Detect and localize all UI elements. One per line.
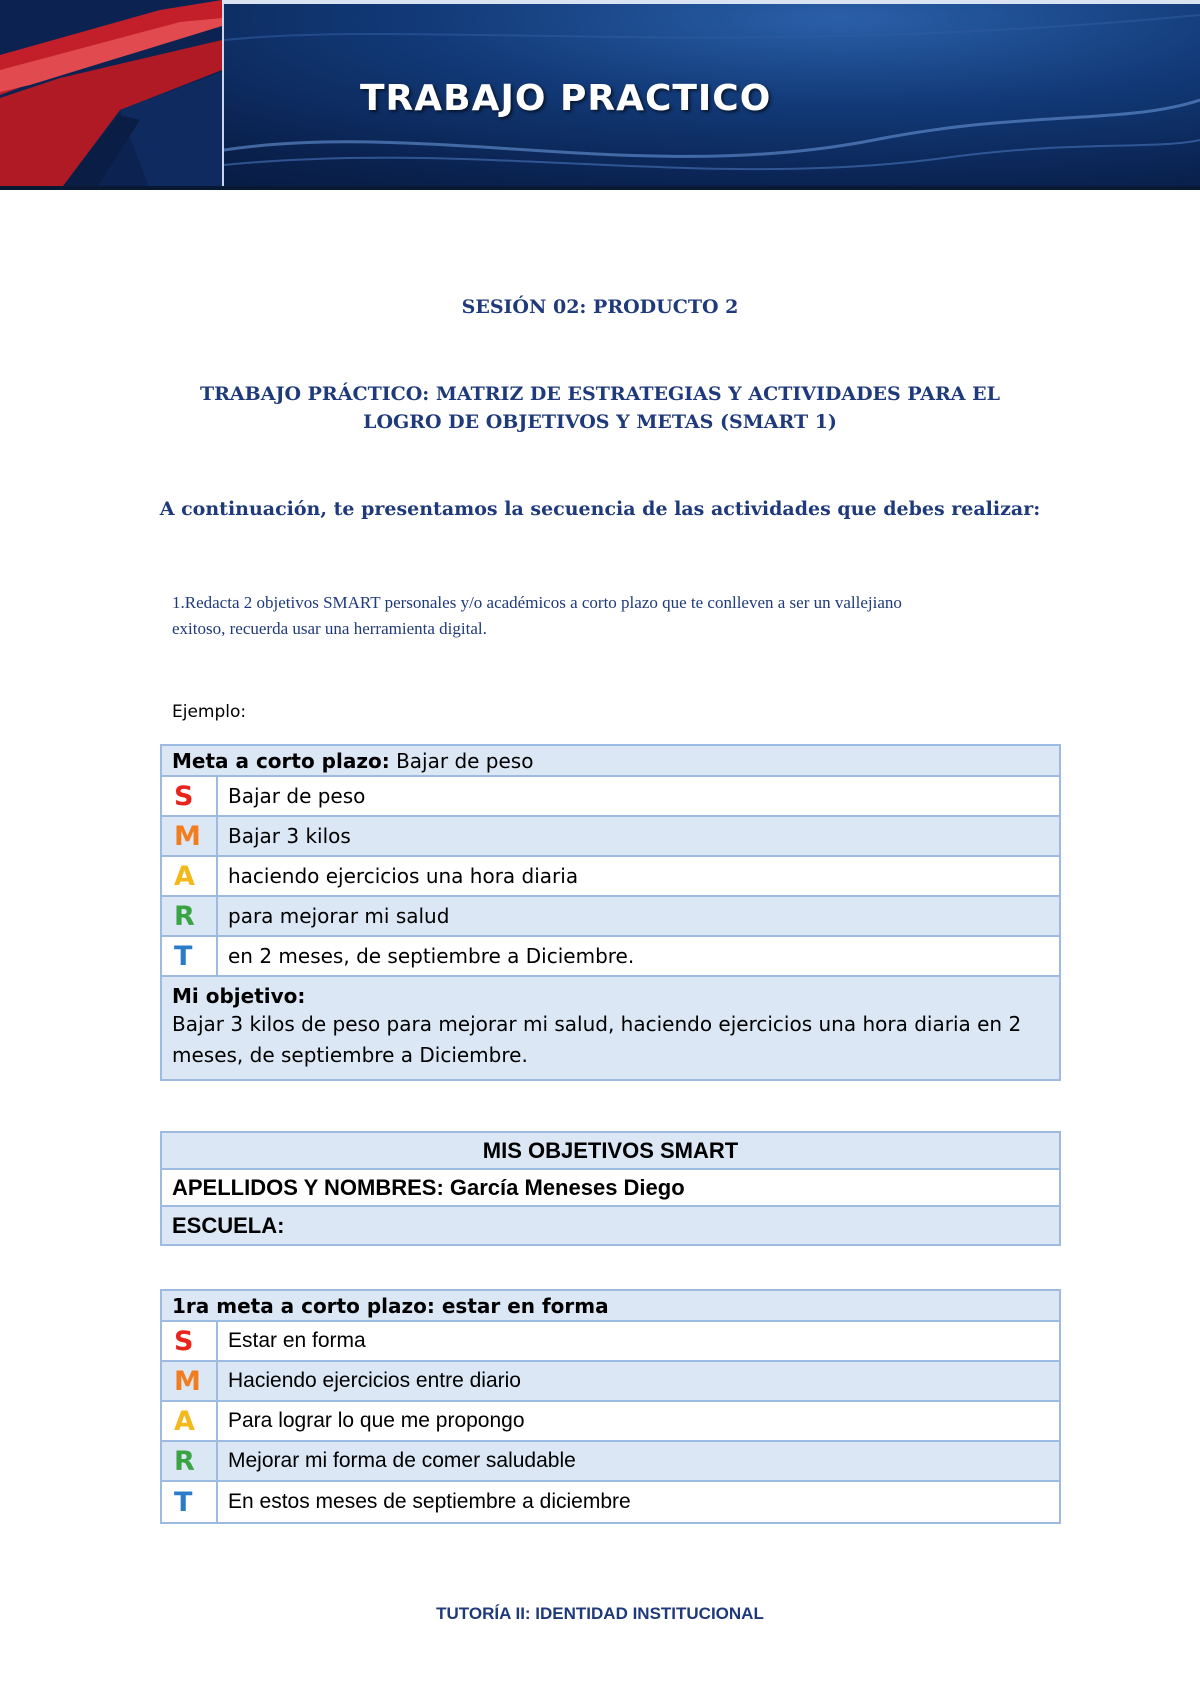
example-row-m: [162, 817, 1059, 857]
example-row-t: [162, 937, 1059, 977]
instruction-line2: exitoso, recuerda usar una herramienta digital.: [172, 619, 487, 638]
smart-letter-r: R: [162, 897, 218, 935]
info-escuela-row: [162, 1207, 1059, 1244]
student-info-table: [160, 1131, 1061, 1246]
example-meta-row: [162, 746, 1059, 777]
example-text-r: para mejorar mi salud: [228, 904, 450, 928]
info-title: MIS OBJETIVOS SMART: [482, 1137, 739, 1163]
smart-letter-s: S: [162, 1322, 218, 1360]
example-row-r: [162, 897, 1059, 937]
instruction-paragraph: [172, 590, 1072, 642]
example-label: Ejemplo:: [172, 702, 247, 722]
banner-title: TRABAJO PRACTICO: [360, 78, 772, 119]
smart-letter-r: R: [162, 1442, 218, 1480]
goal1-row-r: [162, 1442, 1059, 1482]
example-text-m: Bajar 3 kilos: [228, 824, 351, 848]
session-title: SESIÓN 02: PRODUCTO 2: [461, 296, 739, 318]
goal1-text-r: Mejorar mi forma de comer saludable: [228, 1449, 576, 1472]
objetivo-line1: Bajar 3 kilos de peso para mejorar mi salud, haciendo ejercicios una hora diaria en 2: [172, 1012, 1022, 1036]
example-text-a: haciendo ejercicios una hora diaria: [228, 864, 579, 888]
info-nombres: APELLIDOS Y NOMBRES: García Meneses Diego: [172, 1174, 685, 1200]
example-text-s: Bajar de peso: [228, 784, 366, 808]
logo-graphic: [0, 0, 222, 190]
goal1-row-m: [162, 1362, 1059, 1402]
objetivo-label: Mi objetivo:: [172, 984, 306, 1008]
goal1-meta-label: 1ra meta a corto plazo: estar en forma: [172, 1293, 609, 1318]
example-text-t: en 2 meses, de septiembre a Diciembre.: [228, 944, 635, 968]
smart-letter-m: M: [162, 817, 218, 855]
smart-letter-a: A: [162, 857, 218, 895]
info-escuela: ESCUELA:: [172, 1212, 285, 1238]
info-nombres-row: [162, 1170, 1059, 1207]
example-objetivo-row: [162, 977, 1059, 1079]
smart-letter-s: S: [162, 777, 218, 815]
smart-letter-a: A: [162, 1402, 218, 1440]
example-smart-table: [160, 744, 1061, 1081]
goal1-smart-table: [160, 1289, 1061, 1524]
goal1-text-s: Estar en forma: [228, 1329, 366, 1352]
example-row-a: [162, 857, 1059, 897]
example-row-s: [162, 777, 1059, 817]
intro-text: A continuación, te presentamos la secuencia de las actividades que debes realizar:: [159, 498, 1041, 520]
banner-bottom-line: [0, 186, 1200, 190]
document-title-line1: TRABAJO PRÁCTICO: MATRIZ DE ESTRATEGIAS Y ACTIVIDADES PARA EL: [200, 383, 1000, 405]
smart-letter-m: M: [162, 1362, 218, 1400]
document-title-line2: LOGRO DE OBJETIVOS Y METAS (SMART 1): [363, 411, 837, 433]
footer-text: TUTORÍA II: IDENTIDAD INSTITUCIONAL: [436, 1604, 764, 1623]
goal1-meta-row: [162, 1291, 1059, 1322]
goal1-row-a: [162, 1402, 1059, 1442]
objetivo-line2: meses, de septiembre a Diciembre.: [172, 1043, 528, 1067]
goal1-row-s: [162, 1322, 1059, 1362]
example-meta-value: Bajar de peso: [396, 748, 534, 773]
info-title-row: [162, 1133, 1059, 1170]
header-banner: [0, 0, 1200, 190]
goal1-text-t: En estos meses de septiembre a diciembre: [228, 1490, 631, 1513]
goal1-text-a: Para lograr lo que me propongo: [228, 1409, 525, 1432]
example-meta-label: Meta a corto plazo:: [172, 748, 390, 773]
goal1-text-m: Haciendo ejercicios entre diario: [228, 1369, 521, 1392]
smart-letter-t: T: [162, 1482, 218, 1522]
instruction-line1: 1.Redacta 2 objetivos SMART personales y/o académicos a corto plazo que te conlleven a ser un vallejiano: [172, 593, 902, 612]
goal1-row-t: [162, 1482, 1059, 1522]
smart-letter-t: T: [162, 937, 218, 975]
